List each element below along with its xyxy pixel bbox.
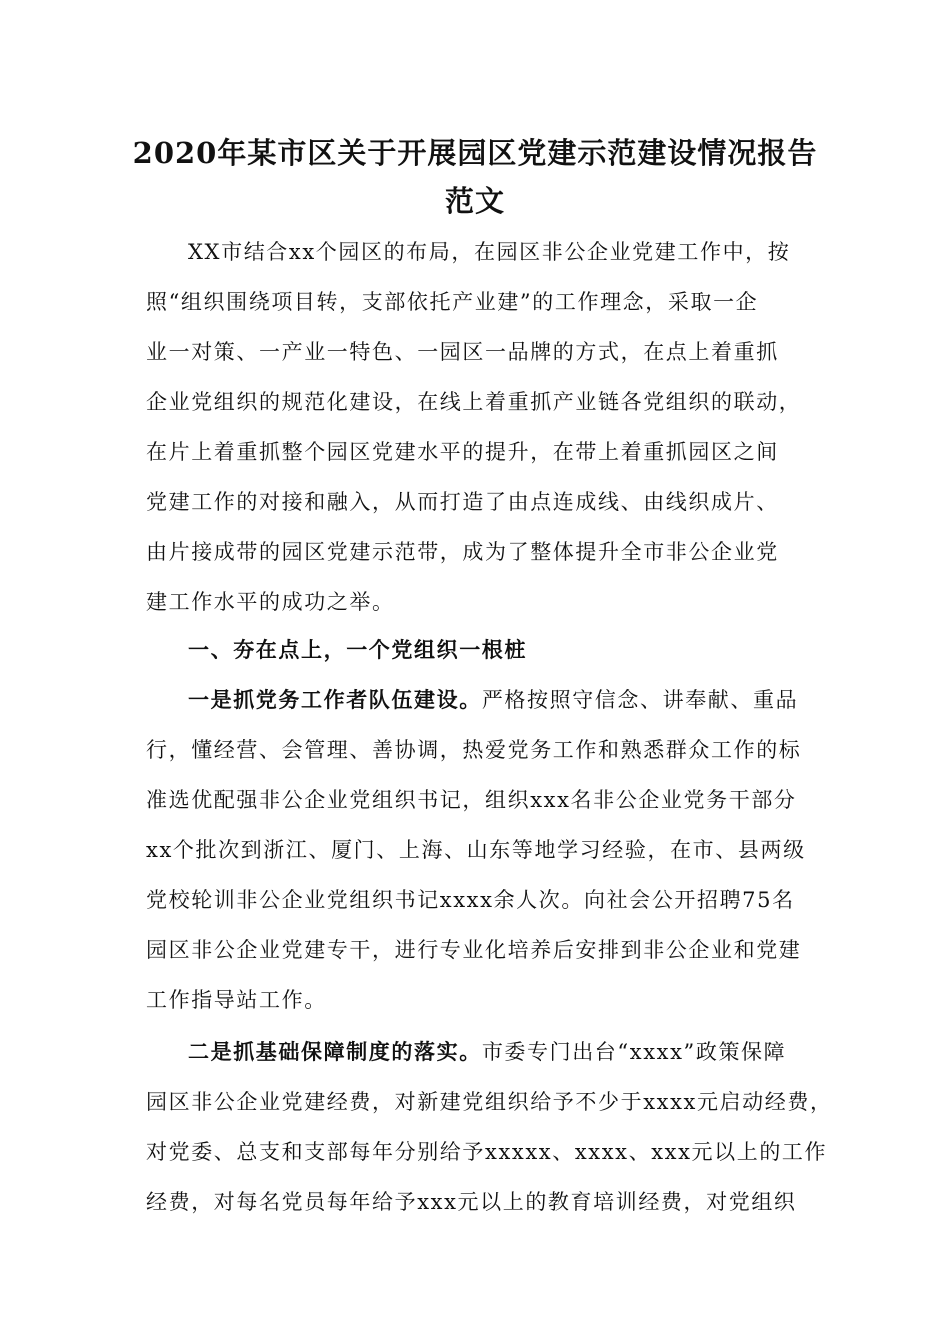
paragraph-1-line: xx个批次到浙江、厦门、上海、山东等地学习经验，在市、县两级: [146, 838, 806, 862]
paragraph-1-line: 准选优配强非公企业党组织书记，组织xxx名非公企业党务干部分: [146, 788, 797, 812]
paragraph-2-first-line: [188, 1037, 786, 1067]
section-heading: 一、夯在点上，一个党组织一根桩: [188, 637, 527, 662]
paragraph-1-first-line: [188, 685, 798, 715]
paragraph-2-line: 经费，对每名党员每年给予xxx元以上的教育培训经费，对党组织: [146, 1190, 797, 1214]
paragraph-1-first-rest: 严格按照守信念、讲奉献、重品: [481, 688, 799, 712]
intro-line: 企业党组织的规范化建设，在线上着重抓产业链各党组织的联动，: [146, 390, 802, 414]
intro-line: 照“组织围绕项目转，支部依托产业建”的工作理念，采取一企: [146, 290, 759, 314]
intro-line: 党建工作的对接和融入，从而打造了由点连成线、由线织成片、: [146, 490, 779, 514]
intro-line: 业一对策、一产业一特色、一园区一品牌的方式，在点上着重抓: [146, 340, 779, 364]
document-title-line-2: 范文: [444, 184, 505, 218]
paragraph-1-line: 行，懂经营、会管理、善协调，热爱党务工作和熟悉群众工作的标: [146, 738, 802, 762]
paragraph-2-line: 园区非公企业党建经费，对新建党组织给予不少于xxxx元启动经费，: [146, 1090, 833, 1114]
paragraph-1-line: 园区非公企业党建专干，进行专业化培养后安排到非公企业和党建: [146, 938, 802, 962]
paragraph-2-line: 对党委、总支和支部每年分别给予xxxxx、xxxx、xxx元以上的工作: [146, 1140, 828, 1164]
paragraph-1-line: 党校轮训非公企业党组织书记xxxx余人次。向社会公开招聘75名: [146, 888, 795, 912]
paragraph-1-line: 工作指导站工作。: [146, 988, 327, 1012]
paragraph-2-lead: 二是抓基础保障制度的落实。: [188, 1039, 482, 1064]
intro-line: 在片上着重抓整个园区党建水平的提升，在带上着重抓园区之间: [146, 440, 779, 464]
document-title-line-1: 2020年某市区关于开展园区党建示范建设情况报告: [132, 136, 818, 170]
paragraph-2-first-rest: 市委专门出台“xxxx”政策保障: [481, 1040, 787, 1064]
intro-line: XX市结合xx个园区的布局，在园区非公企业党建工作中，按: [188, 240, 791, 264]
intro-line: 由片接成带的园区党建示范带，成为了整体提升全市非公企业党: [146, 540, 779, 564]
paragraph-1-lead: 一是抓党务工作者队伍建设。: [188, 687, 482, 712]
intro-line: 建工作水平的成功之举。: [146, 590, 395, 614]
